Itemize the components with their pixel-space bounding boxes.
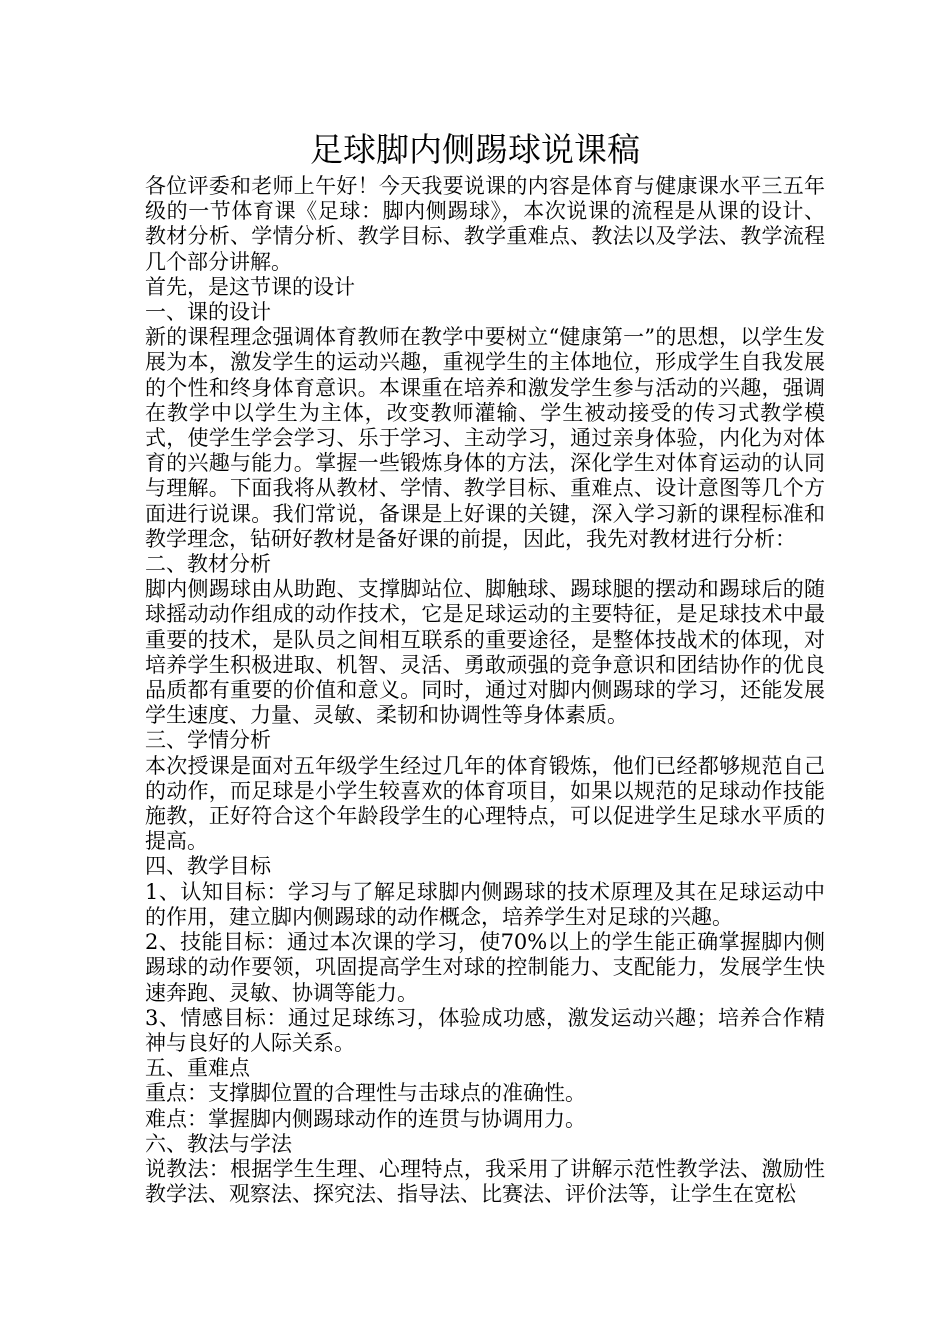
intro-lead-line: 首先，是这节课的设计 bbox=[145, 274, 355, 299]
goal-cognitive: 1、认知目标：学习与了解足球脚内侧踢球的技术原理及其在足球运动中的作用，建立脚内侧踢球的动作概念，培养学生对足球的兴趣。 bbox=[145, 879, 825, 929]
goal-skill: 2、技能目标：通过本次课的学习，使70%以上的学生能正确掌握脚内侧踢球的动作要领，巩固提高学生对球的控制能力、支配能力，发展学生快速奔跑、灵敏、协调等能力。 bbox=[145, 930, 825, 1005]
student-analysis-paragraph: 本次授课是面对五年级学生经过几年的体育锻炼，他们已经都够规范自己的动作，而足球是小学生较喜欢的体育项目，如果以规范的足球动作技能施教，正好符合这个年龄段学生的心理特点，可以促进学生足球水平质的提高。 bbox=[145, 753, 825, 854]
difficult-point: 难点：掌握脚内侧踢球动作的连贯与协调用力。 bbox=[145, 1106, 586, 1131]
key-point: 重点：支撑脚位置的合理性与击球点的准确性。 bbox=[145, 1081, 586, 1106]
section-heading-methods: 六、教法与学法 bbox=[145, 1131, 292, 1156]
document-title: 足球脚内侧踢球说课稿 bbox=[310, 130, 640, 169]
material-analysis-paragraph: 脚内侧踢球由从助跑、支撑脚站位、脚触球、踢球腿的摆动和踢球后的随球摇动动作组成的动作技术，它是足球运动的主要特征，是足球技术中最重要的技术，是队员之间相互联系的重要途径，是整体技战术的体现，对培养学生积极进取、机智、灵活、勇敢顽强的竞争意识和团结协作的优良品质都有重要的价值和意义。同时，通过对脚内侧踢球的学习，还能发展学生速度、力量、灵敏、柔韧和协调性等身体素质。 bbox=[145, 577, 825, 728]
goal-emotional: 3、情感目标：通过足球练习，体验成功感，激发运动兴趣；培养合作精神与良好的人际关系。 bbox=[145, 1005, 825, 1055]
intro-paragraph: 各位评委和老师上午好！今天我要说课的内容是体育与健康课水平三五年级的一节体育课《足球：脚内侧踢球》，本次说课的流程是从课的设计、教材分析、学情分析、教学目标、教学重难点、教法以及学法、教学流程几个部分讲解。 bbox=[145, 174, 825, 274]
document-body bbox=[145, 174, 825, 1207]
section-heading-course-design: 一、课的设计 bbox=[145, 300, 271, 325]
course-design-paragraph: 新的课程理念强调体育教师在教学中要树立“健康第一”的思想，以学生发展为本，激发学生的运动兴趣，重视学生的主体地位，形成学生自我发展的个性和终身体育意识。本课重在培养和激发学生参与活动的兴趣，强调在教学中以学生为主体，改变教师灌输、学生被动接受的传习式教学模式，使学生学会学习、乐于学习、主动学习，通过亲身体验，内化为对体育的兴趣与能力。掌握一些锻炼身体的方法，深化学生对体育运动的认同与理解。下面我将从教材、学情、教学目标、重难点、设计意图等几个方面进行说课。我们常说，备课是上好课的关键，深入学习新的课程标准和教学理念，钻研好教材是备好课的前提，因此，我先对教材进行分析： bbox=[145, 325, 825, 551]
teaching-methods-paragraph: 说教法：根据学生生理、心理特点，我采用了讲解示范性教学法、激励性教学法、观察法、探究法、指导法、比赛法、评价法等，让学生在宽松 bbox=[145, 1156, 825, 1207]
section-heading-student-analysis: 三、学情分析 bbox=[145, 728, 271, 753]
section-heading-key-points: 五、重难点 bbox=[145, 1056, 250, 1081]
section-heading-teaching-goals: 四、教学目标 bbox=[145, 854, 271, 879]
section-heading-material-analysis: 二、教材分析 bbox=[145, 552, 271, 577]
